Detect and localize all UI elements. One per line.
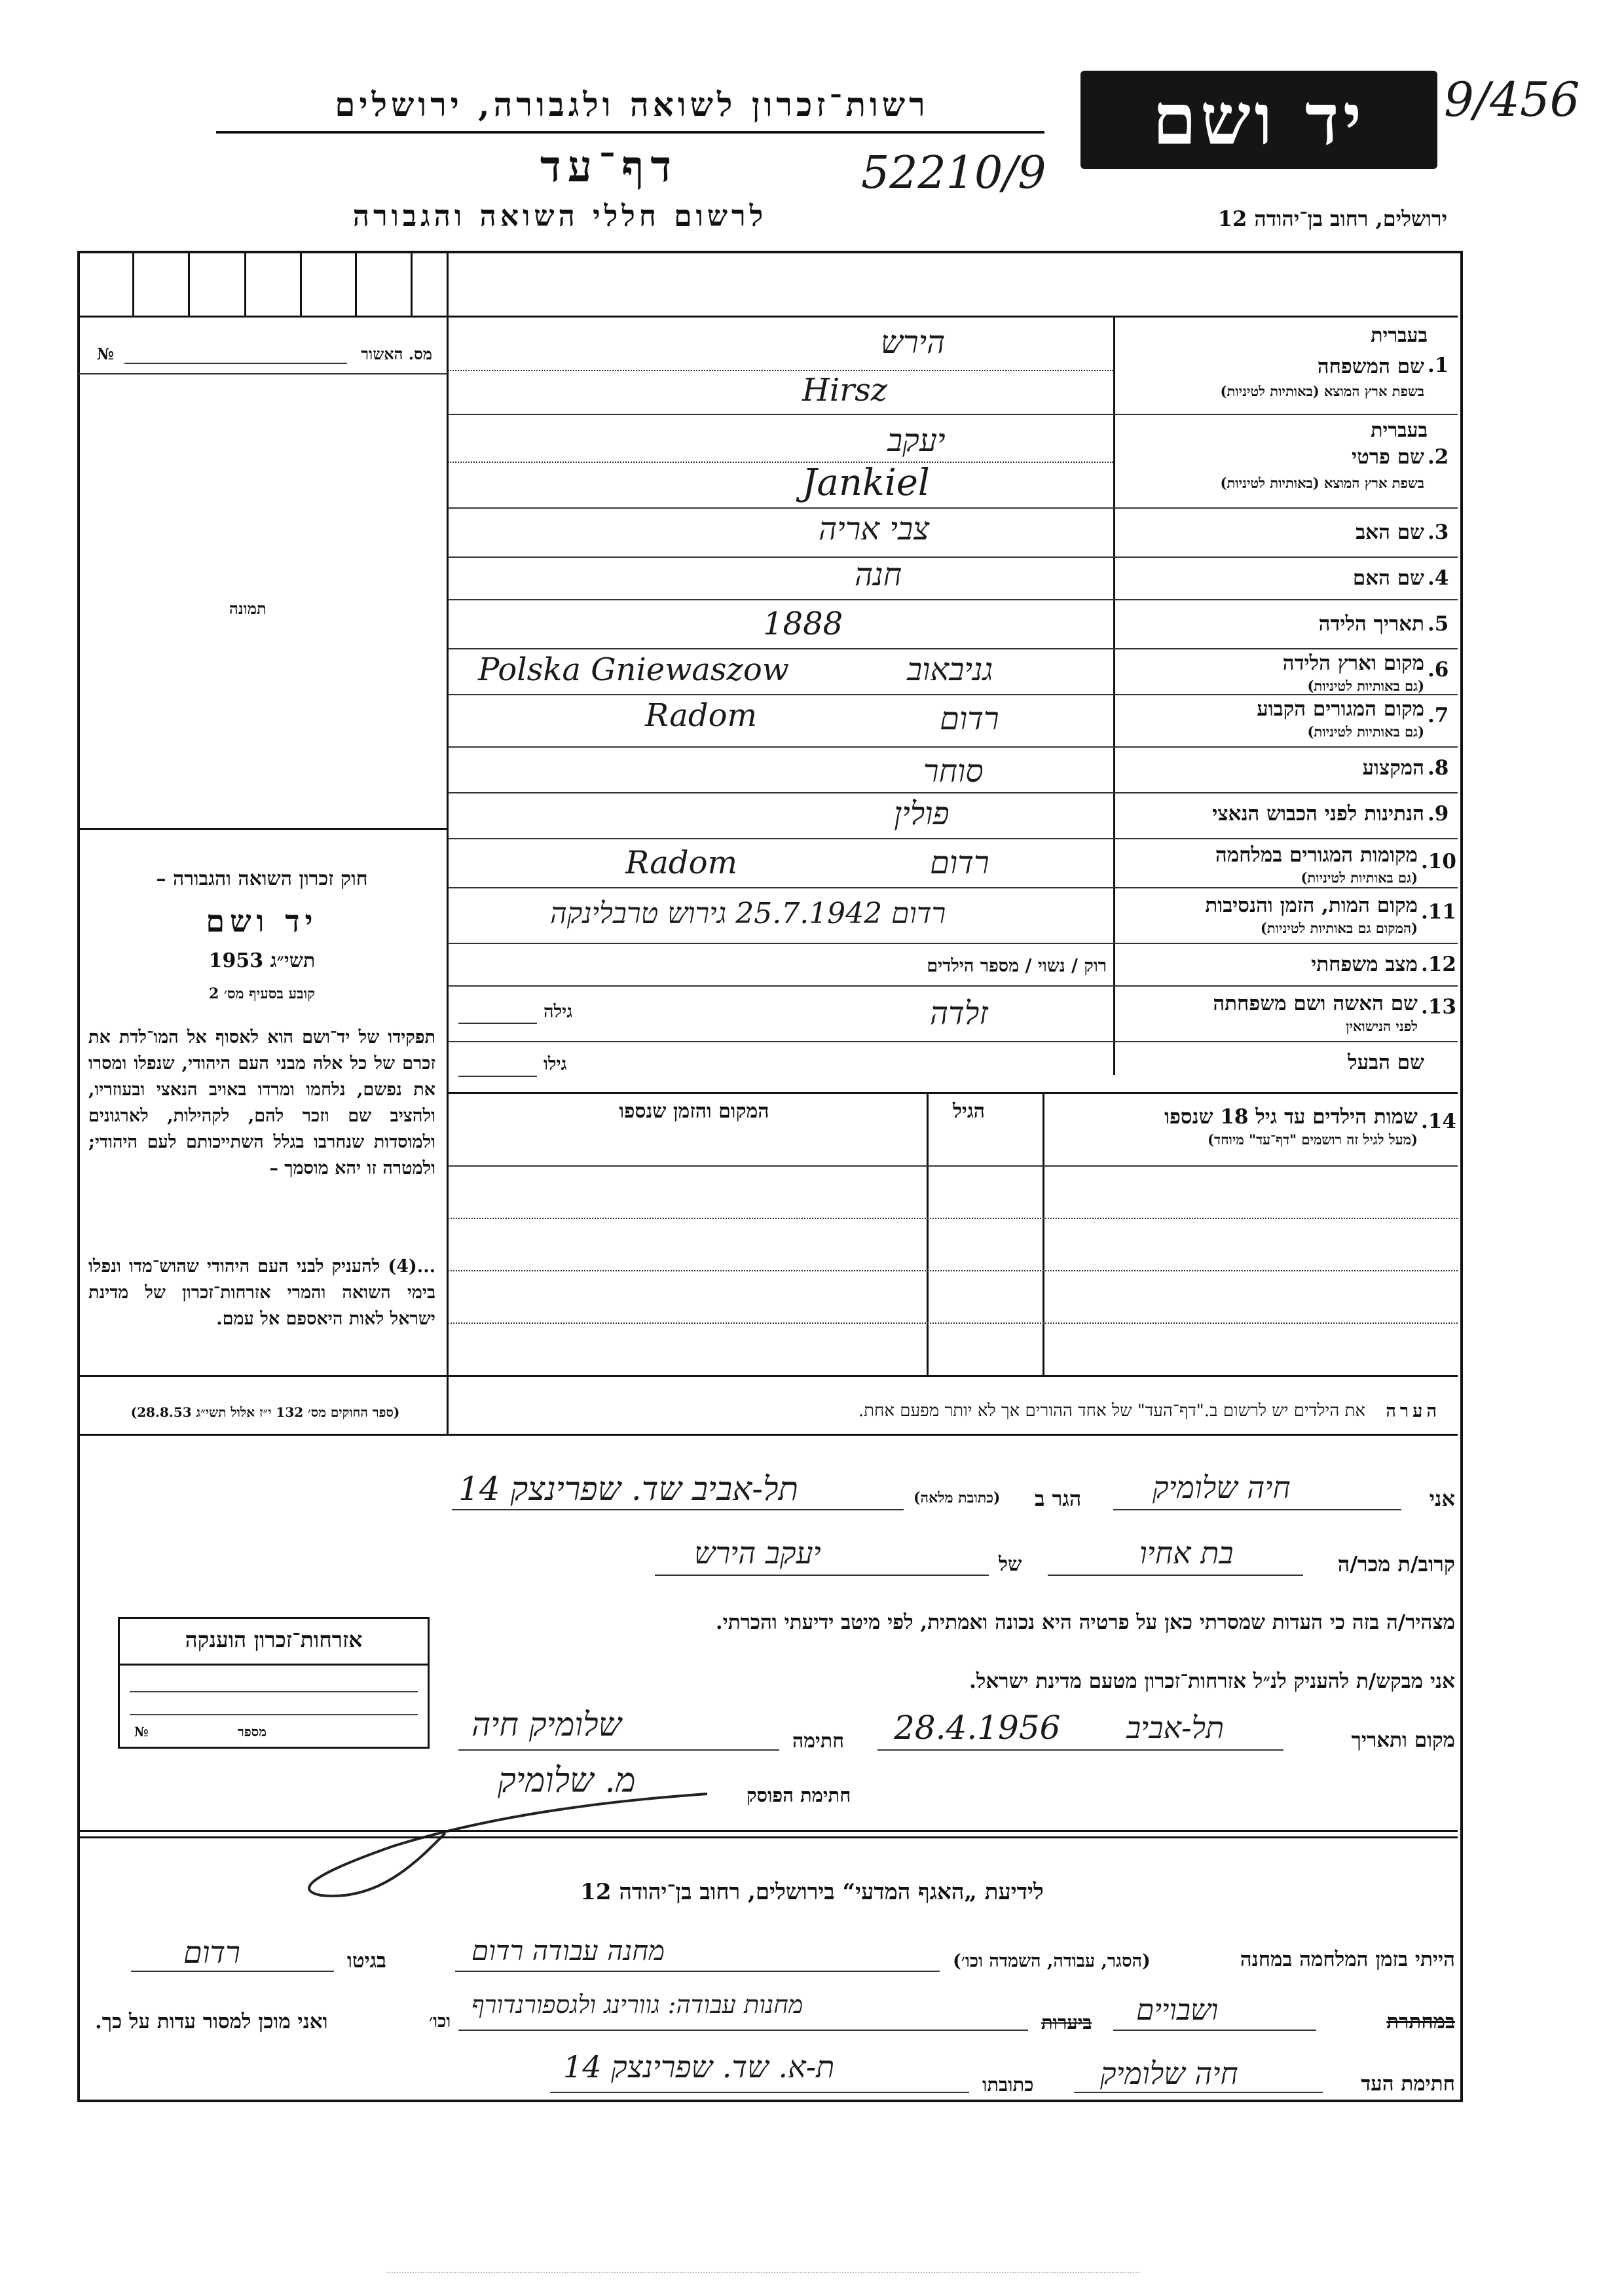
signature-value: שלומיק חיה	[471, 1705, 621, 1743]
children-col-place: המקום והזמן שנספו	[619, 1100, 769, 1123]
field-4-num: 4.	[1428, 566, 1449, 590]
children-col-divider-1	[927, 1092, 929, 1375]
ghetto-line	[131, 1971, 334, 1972]
children-bottom-line	[79, 1375, 1458, 1377]
field-1-lang: בעברית	[1371, 324, 1428, 347]
note-bottom-line	[79, 1434, 1458, 1436]
declarant-address: תל-אביב שד. שפרינצק 14	[458, 1470, 798, 1508]
field-2-value-latin: Jankiel	[802, 462, 930, 504]
science-separator-1	[79, 1830, 1458, 1832]
field-7-value-latin: Radom	[645, 697, 757, 734]
field-2-value-he: יעקב	[887, 422, 946, 459]
field-11-num: 11.	[1421, 900, 1456, 924]
row-12-line	[448, 985, 1458, 987]
field-10-label: מקומות המגורים במלחמה	[1215, 843, 1418, 867]
row-6-line	[448, 694, 1458, 695]
field-6-value-latin: Polska Gniewaszow	[478, 651, 789, 688]
strip-divider-6	[411, 252, 413, 316]
husband-age-line	[458, 1076, 537, 1077]
field-13-age-line	[458, 1023, 537, 1024]
field-1-value-he: הירש	[881, 324, 946, 361]
header-org-line: רשות־זכרון לשואה ולגבורה, ירושלים	[335, 85, 929, 124]
sidebar-divider	[447, 252, 449, 1375]
field-10-num: 10.	[1421, 850, 1456, 873]
children-hdr-line	[448, 1165, 1458, 1167]
strip-divider-2	[188, 252, 190, 316]
law-citation: (ספר החוקים מס׳ 132 י״ז אלול תשי״ג 28.8.53)	[130, 1404, 400, 1420]
law-name: יד ושם	[206, 903, 318, 939]
row-4-line	[448, 599, 1458, 600]
field-6-num: 6.	[1428, 658, 1449, 682]
field-2-sub: בשפת ארץ המוצא (באותיות לטיניות)	[1220, 475, 1424, 491]
place-date-line	[877, 1749, 1283, 1751]
field-9-value: פולין	[894, 795, 950, 832]
children-sub: (מעל לגיל זה רושמים "דף־עד" מיוחד)	[1208, 1131, 1418, 1148]
row-1-line	[448, 414, 1458, 415]
ghetto-label: בגיטו	[347, 1949, 386, 1973]
field-2-lang: בעברית	[1371, 419, 1428, 442]
of-line	[655, 1575, 989, 1576]
children-col-divider-2	[1043, 1092, 1044, 1375]
header-address: ירושלים, רחוב בן־יהודה 12	[1217, 206, 1447, 231]
field-7-value-he: רדום	[940, 701, 999, 737]
declarant-name-line	[1113, 1509, 1401, 1510]
relation-label: קרוב/ת מכר/ה	[1337, 1552, 1455, 1576]
official-signature: מ. שלומיק	[498, 1761, 636, 1800]
form-subtitle: לרשום חללי השואה והגבורה	[352, 200, 767, 233]
place-date-label: מקום ותאריך	[1351, 1728, 1455, 1752]
witness-address: ת-א. שד. שפרינצק 14	[563, 2049, 835, 2085]
row-2-line	[448, 507, 1458, 509]
forest-value: מחנות עבודה: גוורינג ולגספורנדורף	[471, 1990, 803, 2019]
citizenship-box-title: אזרחות־זכרון הוענקה	[185, 1627, 363, 1652]
declarant-resides-sub: (כתובת מלאה)	[913, 1489, 1001, 1506]
form-title: דף־עד	[540, 141, 678, 192]
field-10-sub: (גם באותיות לטיניות)	[1301, 869, 1418, 886]
row-7-line	[448, 746, 1458, 748]
field-1-dots	[448, 370, 1113, 371]
header-underline	[216, 131, 1044, 134]
field-6-sub: (גם באותיות לטיניות)	[1307, 678, 1424, 694]
declarant-name: חיה שלומיק	[1153, 1470, 1291, 1505]
approval-line	[79, 373, 447, 374]
field-12-num: 12.	[1421, 953, 1456, 976]
field-2-label: שם פרטי	[1351, 445, 1424, 469]
children-row-3	[448, 1322, 1458, 1324]
husband-age-label: גילו	[544, 1054, 567, 1074]
logo-yad-vashem	[1080, 71, 1437, 169]
field-6-value-he: גניבאוב	[907, 651, 993, 688]
forest-line	[458, 2030, 1028, 2031]
of-label: של	[999, 1553, 1022, 1576]
field-1-sub: בשפת ארץ המוצא (באותיות לטיניות)	[1220, 383, 1424, 399]
relation-line	[1048, 1575, 1303, 1576]
row-3-line	[448, 556, 1458, 558]
address-label: כתובתו	[982, 2073, 1034, 2096]
children-row-2	[448, 1270, 1458, 1271]
corner-number: 9/456	[1444, 72, 1580, 127]
children-label: שמות הילדים עד גיל 18 שנספו	[1164, 1105, 1418, 1129]
law-title: חוק זכרון השואה והגבורה –	[156, 867, 368, 890]
photo-box-bottom	[79, 828, 447, 830]
science-separator-2	[79, 1836, 1458, 1838]
camp-types-line	[455, 1971, 940, 1972]
field-5-num: 5.	[1428, 612, 1449, 636]
field-11-label: מקום המות, הזמן והנסיבות	[1205, 894, 1418, 917]
law-paragraph-1: תפקידו של יד־ושם הוא לאסוף אל המו־לדת את זכרם של כל אלה מבני העם היהודי, שנפלו ומסרו את נפשם, נלחמו ומרדו באויב הנאצי ובעוזריו, ולהציב שם וזכר להם, לקהילות, לארגונים ולמוסדות שנחרבו בגלל השתייכותם לעם היהודי; ולמטרה זו יהא מוסמך –	[88, 1027, 435, 1178]
field-11-sub: (המקום גם באותיות לטיניות)	[1260, 920, 1418, 936]
underground-value: ושבויים	[1136, 1994, 1219, 2027]
approval-no-sign: №	[97, 344, 115, 363]
field-8-label: המקצוע	[1362, 756, 1424, 780]
note-label: הערה	[1386, 1401, 1441, 1421]
citizenship-number-label: מספר	[238, 1724, 267, 1740]
row-11-line	[448, 943, 1458, 944]
field-5-label: תאריך הלידה	[1318, 612, 1424, 636]
field-1-label: שם המשפחה	[1317, 355, 1424, 378]
field-3-label: שם האב	[1356, 520, 1424, 544]
field-3-value: צבי אריה	[819, 511, 930, 547]
strip-divider-1	[132, 252, 134, 316]
signature-label: חתימה	[792, 1730, 844, 1753]
field-4-label: שם האם	[1352, 566, 1424, 590]
label-divider	[1113, 316, 1115, 1075]
file-number: 52210/9	[861, 147, 1046, 199]
declarant-resides-label: הגר ב	[1035, 1486, 1082, 1511]
etc-label: וכו׳	[429, 2011, 451, 2032]
scan-mark	[386, 2272, 1139, 2273]
declare-text: מצהיר/ה בזה כי העדות שמסרתי כאן על פרטיה היא נכונה ואמתית, לפי מיטב ידיעתי והכרתי.	[715, 1611, 1455, 1634]
field-1-value-latin: Hirsz	[802, 372, 888, 409]
field-8-value: סוחר	[923, 753, 984, 790]
strip-divider-4	[300, 252, 302, 316]
field-6-label: מקום וארץ הלידה	[1282, 651, 1424, 675]
place-value: תל-אביב	[1126, 1710, 1225, 1745]
ready-text: ואני מוכן למסור עדות על כך.	[95, 2010, 328, 2033]
underground-line	[1113, 2030, 1316, 2031]
children-col-age: הגיל	[953, 1100, 986, 1123]
signature-line	[458, 1749, 779, 1751]
of-name: יעקב הירש	[694, 1535, 821, 1571]
children-num: 14.	[1421, 1110, 1456, 1133]
field-4-value: חנה	[855, 556, 902, 593]
row-10-line	[448, 887, 1458, 888]
was-label: הייתי בזמן המלחמה במחנה	[1240, 1948, 1455, 1971]
field-1-num: 1.	[1428, 354, 1449, 377]
citizenship-no-sign: №	[134, 1724, 149, 1740]
row-9-line	[448, 838, 1458, 839]
row-8-line	[448, 792, 1458, 793]
row-13-line	[448, 1041, 1458, 1042]
field-12-options: רוק / נשוי / מספר הילדים	[927, 956, 1107, 976]
top-strip-line	[79, 316, 1458, 318]
field-13-age-label: גילה	[544, 1002, 573, 1022]
field-2-dots	[448, 462, 1113, 463]
underground-label: במחתרת	[1386, 2010, 1455, 2033]
field-7-num: 7.	[1428, 704, 1449, 727]
official-label: חתימת הפוסק	[747, 1784, 851, 1806]
field-13-label: שם האשה ושם משפחתה	[1213, 992, 1418, 1015]
children-top-line	[448, 1092, 1458, 1094]
children-row-1	[448, 1218, 1458, 1219]
field-11-value: רדום 25.7.1942 גירוש טרבלינקה	[550, 897, 946, 930]
citation-divider	[447, 1375, 449, 1434]
ghetto-value: רדום	[183, 1935, 240, 1970]
photo-label: תמונה	[229, 599, 267, 618]
science-header: לידיעת „האגף המדעי“ בירושלים, רחוב בן־יהודה 12	[580, 1879, 1044, 1905]
witness-address-line	[550, 2092, 969, 2093]
field-10-value-he: רדום	[930, 845, 989, 881]
row-5-line	[448, 648, 1458, 649]
field-13-value: זלדה	[930, 995, 988, 1032]
date-value: 28.4.1956	[894, 1709, 1061, 1747]
field-9-label: הנתינות לפני הכבוש הנאצי	[1212, 802, 1424, 826]
witness-sig: חיה שלומיק	[1100, 2056, 1238, 2091]
field-13-num: 13.	[1421, 995, 1456, 1019]
declarant-i-label: אני	[1429, 1486, 1455, 1511]
strip-divider-3	[244, 252, 246, 316]
field-12-label: מצב משפחתי	[1311, 953, 1418, 976]
field-9-num: 9.	[1428, 802, 1449, 826]
field-7-label: מקום המגורים הקבוע	[1257, 697, 1424, 721]
relation-value: בת אחיו	[1139, 1535, 1234, 1571]
approval-label: מס. האשור	[361, 344, 432, 363]
husband-label: שם הבעל	[1348, 1051, 1424, 1074]
field-13-sub: לפני הנישואין	[1346, 1018, 1418, 1034]
law-year: תשי״ג 1953	[208, 949, 316, 972]
camp-types: מחנה עבודה רדום	[471, 1935, 665, 1967]
witness-sig-line	[1074, 2092, 1323, 2093]
field-5-value: 1888	[763, 606, 843, 642]
field-3-num: 3.	[1428, 520, 1449, 544]
declarant-address-line	[452, 1509, 904, 1510]
note-text: את הילדים יש לרשום ב."דף־העד" של אחד ההורים אך לא יותר מפעם אחת.	[858, 1401, 1365, 1421]
field-8-num: 8.	[1428, 756, 1449, 780]
approval-row	[85, 340, 439, 373]
witness-sig-label: חתימת העד	[1361, 2072, 1455, 2096]
strip-divider-5	[355, 252, 357, 316]
field-10-value-latin: Radom	[625, 845, 737, 881]
field-7-sub: (גם באותיות לטיניות)	[1307, 723, 1424, 740]
was-sub: (הסגר, עבודה, השמדה וכו׳)	[953, 1951, 1151, 1971]
request-text: אני מבקש/ת להעניק לנ״ל אזרחות־זכרון מטעם מדינת ישראל.	[969, 1669, 1455, 1693]
field-2-num: 2.	[1428, 445, 1449, 469]
citizenship-box	[118, 1617, 430, 1749]
law-paragraph-2: ...(4) להעניק לבני העם היהודי שהוש־מדו ונפלו בימי השואה והמרי אזרחות־זכרון של מדינת ישראל לאות היאספם אל עמם.	[88, 1256, 435, 1329]
law-clause: קובע בסעיף מס׳ 2	[208, 985, 316, 1002]
forest-label: ביערות	[1041, 2011, 1092, 2033]
logo-text: יד ושם	[1152, 78, 1366, 161]
